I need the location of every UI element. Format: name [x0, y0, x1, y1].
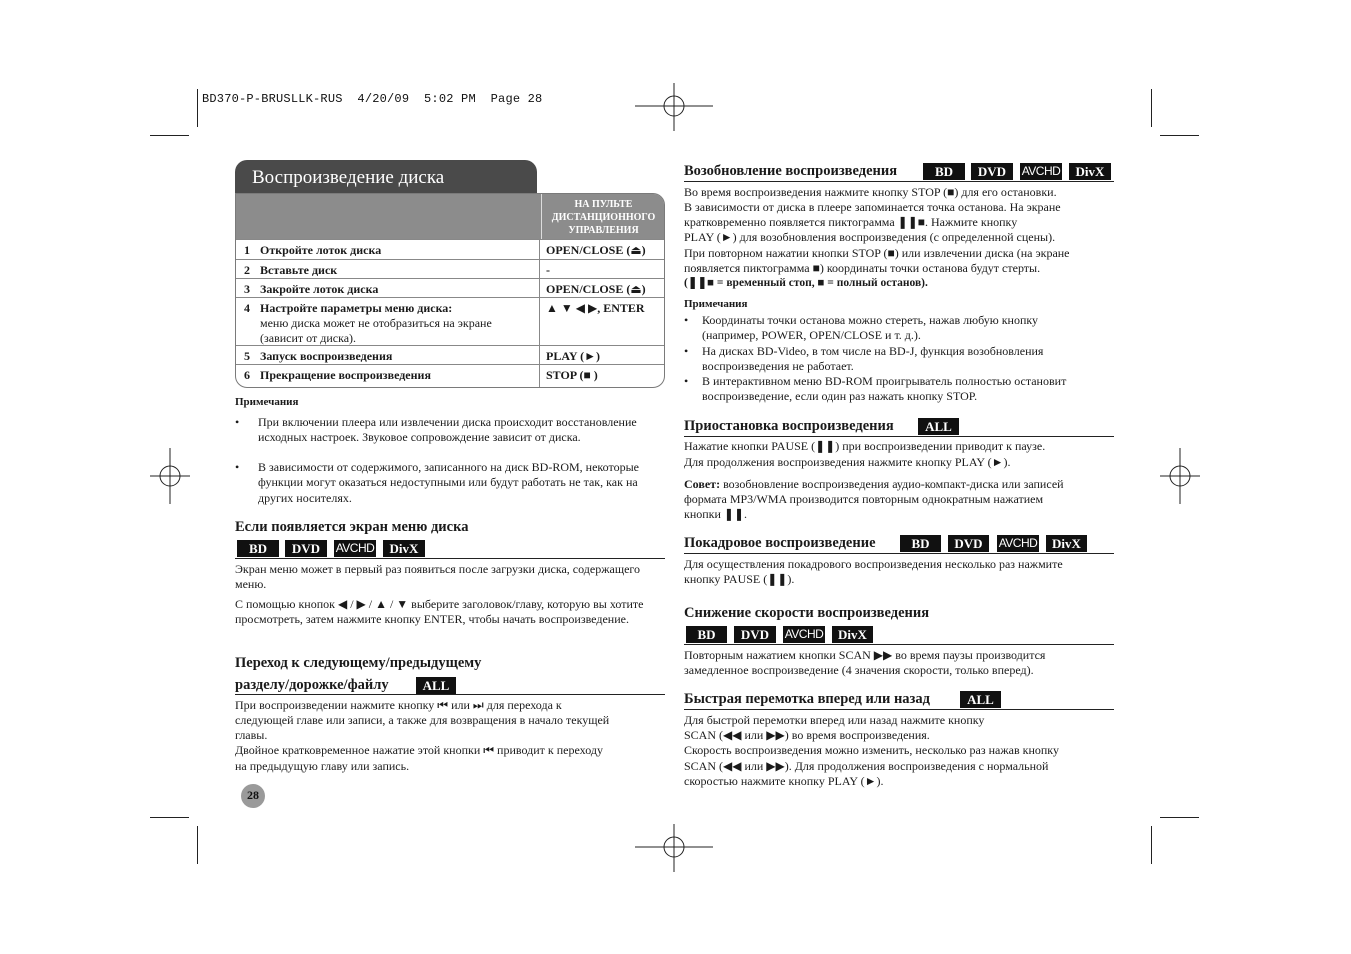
- note-item: [235, 460, 665, 506]
- page-number-badge: [241, 784, 265, 808]
- notes-heading: Примечания: [235, 396, 299, 408]
- remote-header-label: [541, 198, 665, 237]
- skip-paragraph-line: на предыдущую главу или запись.: [235, 759, 410, 773]
- crop-mark: [150, 817, 189, 818]
- scan-line: Для быстрой перемотки вперед или назад нажмите кнопку: [684, 713, 985, 727]
- section-rule: [684, 181, 1114, 182]
- remote-header-line: НА ПУЛЬТЕ: [574, 199, 633, 210]
- skip-section-heading-line: разделу/дорожке/файлу: [235, 677, 389, 693]
- badge-divx: DivX: [1069, 163, 1111, 180]
- registration-mark-right: [1160, 448, 1200, 504]
- step-text: Настройте параметры меню диска:: [260, 301, 453, 315]
- note-text: При включении плеера или извлечении диска происходит восстановление исходных настроек. Звуковое сопровождение зависит от диска.: [258, 415, 637, 445]
- skip-paragraph-line: следующей главе или записи, а также для возвращения в начало текущей: [235, 713, 610, 727]
- note-item: [684, 313, 1114, 344]
- frame-heading: Покадровое воспроизведение: [684, 535, 876, 551]
- step-key: OPEN/CLOSE (⏏): [546, 282, 646, 296]
- badge-divx: DivX: [1046, 535, 1087, 552]
- step-number: 5: [244, 349, 250, 363]
- step-number: 3: [244, 282, 250, 296]
- pause-line: Нажатие кнопки PAUSE (❚❚) при воспроизведении приводит к паузе.: [684, 439, 1046, 453]
- table-row: [236, 345, 665, 364]
- badge-dvd: DVD: [734, 626, 776, 643]
- crop-mark: [150, 135, 189, 136]
- scan-line: скоростью нажмите кнопку PLAY (►).: [684, 774, 884, 788]
- scan-line: Скорость воспроизведения можно изменить, несколько раз нажав кнопку: [684, 743, 1059, 757]
- badge-avchd: AVCHD: [1021, 164, 1061, 178]
- slow-line: замедленное воспроизведение (4 значения скорости, только вперед).: [684, 663, 1034, 677]
- page-number: 28: [247, 788, 259, 802]
- badge-bd: BD: [923, 163, 965, 180]
- print-header: BD370-P-BRUSLLK-RUS 4/20/09 5:02 PM Page 28: [202, 92, 543, 106]
- step-number: 6: [244, 368, 250, 382]
- note-text-line: воспроизведения не работает.: [702, 359, 854, 374]
- step-subtext: меню диска может не отобразиться на экране (зависит от диска).: [260, 316, 492, 345]
- step-text-block: [260, 301, 535, 346]
- step-key: STOP (■ ): [546, 368, 598, 382]
- note-text-line: На дисках BD-Video, в том числе на BD-J, функция возобновления: [702, 344, 1044, 358]
- resume-line: PLAY (►) для возобновления воспроизведения (с определенной сцены).: [684, 230, 1056, 244]
- resume-legend: (❚❚■ = временный стоп, ■ = полный останов).: [684, 277, 928, 289]
- pause-tip-line: [684, 477, 1064, 492]
- slow-heading: Снижение скорости воспроизведения: [684, 605, 930, 621]
- note-text-block: [702, 313, 1038, 344]
- badge-divx: DivX: [383, 540, 425, 557]
- tip-label: Совет:: [684, 477, 721, 491]
- tip-text: возобновление воспроизведения аудио-компакт-диска или записей: [720, 477, 1064, 491]
- menu-paragraph: С помощью кнопок ◀ / ▶ / ▲ / ▼ выберите заголовок/главу, которую вы хотите просмотреть, затем нажмите кнопку ENTER, чтобы начать воспроизведение.: [235, 597, 644, 627]
- pause-tip-line: кнопки ❚❚.: [684, 507, 748, 521]
- pause-tip-line: формата MP3/WMA производится повторным однократным нажатием: [684, 492, 1044, 506]
- section-rule: [235, 558, 665, 559]
- table-row: [236, 259, 665, 278]
- scan-line: SCAN (◀◀ или ▶▶). Для продолжения воспроизведения с нормальной: [684, 759, 1049, 773]
- note-text-block: [702, 344, 1043, 375]
- resume-line: кратковременно появляется пиктограмма ❚❚■. Нажмите кнопку: [684, 215, 1018, 229]
- scan-line: SCAN (◀◀ или ▶▶) во время воспроизведения.: [684, 728, 930, 742]
- table-row: [236, 278, 665, 297]
- pause-heading: Приостановка воспроизведения: [684, 418, 894, 434]
- badge-all: ALL: [416, 677, 456, 694]
- step-number: 4: [244, 301, 250, 315]
- step-text: Вставьте диск: [260, 263, 338, 277]
- section-rule: [235, 694, 665, 695]
- badge-divx: DivX: [832, 626, 873, 643]
- note-text: В зависимости от содержимого, записанного на диск BD-ROM, некоторые функции могут оказаться недоступными или будут работать не так, как на других носителях.: [258, 460, 639, 505]
- pause-line: Для продолжения воспроизведения нажмите кнопку PLAY (►).: [684, 455, 1011, 469]
- note-text-line: воспроизведение, если один раз нажать кнопку STOP.: [702, 389, 978, 404]
- resume-heading: Возобновление воспроизведения: [684, 163, 898, 179]
- skip-paragraph-line: При воспроизведении нажмите кнопку ⏮ или ⏭ для перехода к: [235, 698, 562, 712]
- badge-bd: BD: [237, 540, 279, 557]
- bullet-dot: •: [684, 374, 689, 388]
- registration-mark-bottom: [635, 824, 713, 872]
- note-item: [235, 415, 665, 461]
- scan-heading: Быстрая перемотка вперед или назад: [684, 691, 930, 707]
- section-rule: [684, 553, 1114, 554]
- bullet-dot: •: [684, 313, 689, 327]
- skip-paragraph-line: главы.: [235, 728, 268, 742]
- page-title: Воспроизведение диска: [252, 167, 445, 188]
- resume-line: В зависимости от диска в плеере запоминается точка останова. На экране: [684, 200, 1061, 214]
- skip-paragraph-line: Двойное кратковременное нажатие этой кнопки ⏮ приводит к переходу: [235, 743, 603, 757]
- notes-heading: Примечания: [684, 298, 748, 310]
- table-row: [236, 239, 665, 259]
- note-text-line: (например, POWER, OPEN/CLOSE и т. д.).: [702, 328, 921, 343]
- bullet-dot: •: [235, 460, 240, 474]
- badge-bd: BD: [900, 535, 941, 552]
- step-key: ▲ ▼ ◀ ▶, ENTER: [546, 301, 645, 315]
- section-rule: [684, 436, 1114, 437]
- crop-mark: [1160, 135, 1199, 136]
- step-key: OPEN/CLOSE (⏏): [546, 243, 646, 257]
- step-number: 2: [244, 263, 250, 277]
- step-text: Запуск воспроизведения: [260, 349, 393, 363]
- badge-avchd: AVCHD: [998, 536, 1038, 550]
- playback-steps-table: [235, 193, 665, 388]
- crop-mark: [1151, 826, 1152, 864]
- badge-avchd: AVCHD: [335, 541, 375, 555]
- frame-line: Для осуществления покадрового воспроизведения несколько раз нажмите: [684, 557, 1063, 571]
- badge-dvd: DVD: [971, 163, 1013, 180]
- slow-line: Повторным нажатием кнопки SCAN ▶▶ во время паузы производится: [684, 648, 1046, 662]
- resume-line: При повторном нажатии кнопки STOP (■) или извлечении диска (на экране: [684, 246, 1070, 260]
- crop-mark: [197, 826, 198, 864]
- step-key: PLAY (►): [546, 349, 600, 363]
- skip-section-heading-line: Переход к следующему/предыдущему: [235, 655, 482, 671]
- note-item: [684, 374, 1114, 405]
- note-item: [684, 344, 1114, 375]
- step-text: Прекращение воспроизведения: [260, 368, 431, 382]
- crop-mark: [197, 89, 198, 127]
- note-text-line: В интерактивном меню BD-ROM проигрыватель полностью остановит: [702, 374, 1067, 388]
- crop-mark: [1151, 89, 1152, 127]
- note-text-block: [702, 374, 1066, 405]
- note-text-line: Координаты точки останова можно стереть, нажав любую кнопку: [702, 313, 1039, 327]
- section-rule: [684, 709, 1114, 710]
- registration-mark-top: [635, 83, 713, 131]
- remote-header-line: ДИСТАНЦИОННОГО: [551, 212, 656, 223]
- badge-avchd: AVCHD: [784, 627, 824, 641]
- remote-header-line: УПРАВЛЕНИЯ: [568, 225, 639, 236]
- table-row: [236, 364, 665, 388]
- badge-dvd: DVD: [285, 540, 327, 557]
- bullet-dot: •: [235, 415, 240, 429]
- resume-line: появляется пиктограмма ■) координаты точки останова будут стерты.: [684, 261, 1041, 275]
- bullet-dot: •: [684, 344, 689, 358]
- badge-bd: BD: [686, 626, 727, 643]
- frame-line: кнопку PAUSE (❚❚).: [684, 572, 795, 586]
- table-row: [236, 297, 665, 345]
- step-text: Откройте лоток диска: [260, 243, 382, 257]
- badge-dvd: DVD: [948, 535, 989, 552]
- badge-all: ALL: [918, 418, 959, 435]
- resume-line: Во время воспроизведения нажмите кнопку STOP (■) для его остановки.: [684, 185, 1057, 199]
- step-number: 1: [244, 243, 250, 257]
- section-rule: [684, 644, 1114, 645]
- registration-mark-left: [150, 448, 190, 504]
- menu-section-heading: Если появляется экран меню диска: [235, 519, 469, 535]
- badge-all: ALL: [960, 691, 1001, 708]
- menu-paragraph: Экран меню может в первый раз появиться после загрузки диска, содержащего меню.: [235, 562, 641, 592]
- step-text: Закройте лоток диска: [260, 282, 379, 296]
- step-key: -: [546, 263, 550, 277]
- crop-mark: [1160, 817, 1199, 818]
